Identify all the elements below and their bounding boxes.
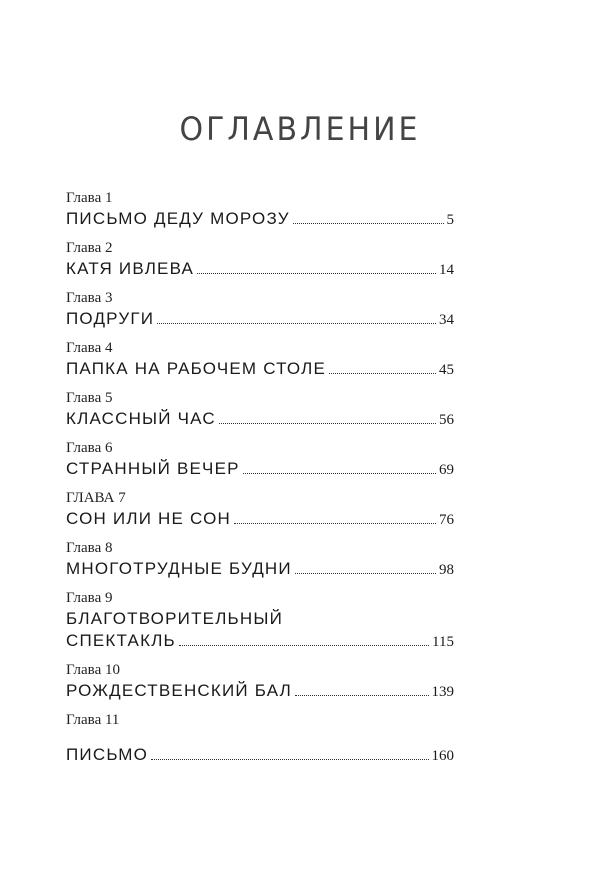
chapter-label: Глава 8 — [66, 540, 113, 556]
dot-leader — [329, 372, 436, 374]
chapter-title: СПЕКТАКЛЬ — [66, 631, 176, 650]
toc-entry-3[interactable] — [66, 288, 454, 330]
dot-leader — [151, 758, 428, 760]
dot-leader — [293, 222, 444, 224]
table-of-contents — [66, 188, 454, 766]
toc-entry-10[interactable] — [66, 660, 454, 702]
dot-leader — [219, 422, 436, 424]
chapter-title: РОЖДЕСТВЕНСКИЙ БАЛ — [66, 681, 293, 700]
toc-entry-7[interactable] — [66, 488, 454, 530]
page-title: ОГЛАВЛЕНИЕ — [179, 110, 421, 149]
page-number: 14 — [439, 262, 454, 278]
page-number: 5 — [446, 212, 454, 228]
chapter-label: Глава 10 — [66, 662, 120, 678]
toc-entry-5[interactable] — [66, 388, 454, 430]
dot-leader — [295, 694, 428, 696]
page-number: 139 — [431, 684, 454, 700]
dot-leader — [234, 522, 436, 524]
toc-entry-1[interactable] — [66, 188, 454, 230]
chapter-title-line1: БЛАГОТВОРИТЕЛЬНЫЙ — [66, 609, 284, 628]
chapter-label: Глава 2 — [66, 240, 113, 256]
chapter-title: ПАПКА НА РАБОЧЕМ СТОЛЕ — [66, 359, 327, 378]
chapter-label: Глава 11 — [66, 712, 120, 728]
toc-entry-2[interactable] — [66, 238, 454, 280]
page-number: 69 — [439, 462, 454, 478]
chapter-title: ПИСЬМО ДЕДУ МОРОЗУ — [66, 209, 290, 228]
chapter-title: СТРАННЫЙ ВЕЧЕР — [66, 459, 240, 478]
chapter-label: Глава 6 — [66, 440, 113, 456]
toc-entry-6[interactable] — [66, 438, 454, 480]
chapter-title: КАТЯ ИВЛЕВА — [66, 259, 195, 278]
chapter-label: Глава 9 — [66, 590, 113, 606]
chapter-label: Глава 5 — [66, 390, 113, 406]
chapter-label: Глава 4 — [66, 340, 113, 356]
toc-entry-11[interactable] — [66, 710, 454, 766]
dot-leader — [295, 572, 436, 574]
chapter-label: ГЛАВА 7 — [66, 490, 126, 506]
chapter-title: КЛАССНЫЙ ЧАС — [66, 409, 216, 428]
dot-leader — [243, 472, 436, 474]
dot-leader — [157, 322, 436, 324]
dot-leader — [197, 272, 436, 274]
page-number: 34 — [439, 312, 454, 328]
chapter-label: Глава 1 — [66, 190, 113, 206]
chapter-title: СОН ИЛИ НЕ СОН — [66, 509, 231, 528]
page-number: 56 — [439, 412, 454, 428]
page-number: 76 — [439, 512, 454, 528]
chapter-title: ПОДРУГИ — [66, 309, 155, 328]
toc-entry-8[interactable] — [66, 538, 454, 580]
page-number: 160 — [431, 748, 454, 764]
chapter-title: ПИСЬМО — [66, 745, 149, 764]
dot-leader — [179, 644, 429, 646]
toc-entry-4[interactable] — [66, 338, 454, 380]
chapter-label: Глава 3 — [66, 290, 113, 306]
toc-entry-9[interactable] — [66, 588, 454, 652]
page-number: 98 — [439, 562, 454, 578]
page-number: 45 — [439, 362, 454, 378]
page-number: 115 — [432, 634, 454, 650]
chapter-title: МНОГОТРУДНЫЕ БУДНИ — [66, 559, 292, 578]
